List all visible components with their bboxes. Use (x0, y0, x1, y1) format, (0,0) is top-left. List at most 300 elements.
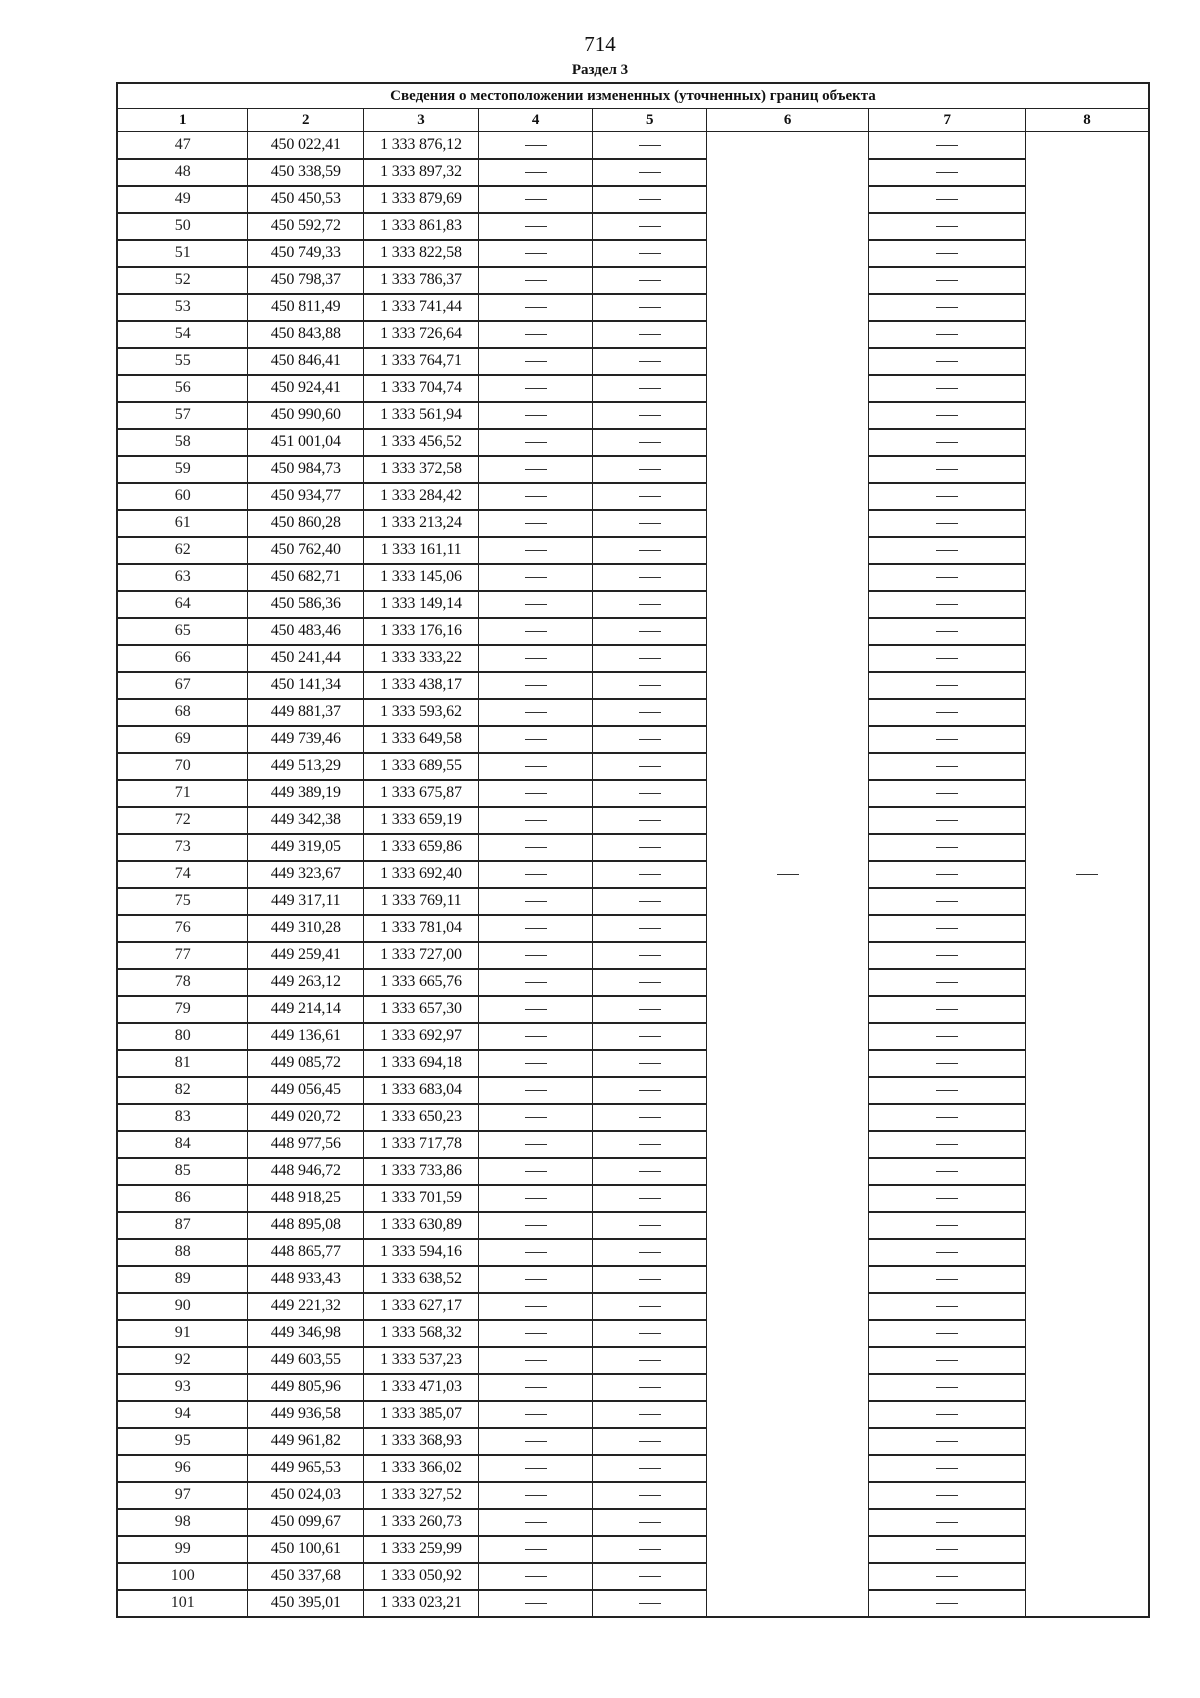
table-row (117, 456, 1149, 483)
col-5-cell (593, 1563, 707, 1590)
dash-mark (936, 550, 958, 551)
col-7-cell (869, 1212, 1026, 1239)
table-row (117, 1023, 1149, 1050)
dash-mark (525, 604, 547, 605)
col-5-cell (593, 213, 707, 240)
coordinate-y: 1 333 659,19 (364, 807, 479, 834)
col-7-cell (869, 240, 1026, 267)
col-4-cell (478, 1590, 593, 1617)
col-7-cell (869, 456, 1026, 483)
point-number: 95 (117, 1428, 248, 1455)
dash-mark (936, 685, 958, 686)
col-4-cell (478, 132, 593, 159)
dash-mark (936, 388, 958, 389)
col-7-cell (869, 969, 1026, 996)
dash-mark (936, 1171, 958, 1172)
point-number: 57 (117, 402, 248, 429)
coordinate-x: 449 136,61 (248, 1023, 364, 1050)
coordinate-y: 1 333 176,16 (364, 618, 479, 645)
col-4-cell (478, 1320, 593, 1347)
col-5-cell (593, 996, 707, 1023)
coordinate-y: 1 333 781,04 (364, 915, 479, 942)
coordinate-x: 450 022,41 (248, 132, 364, 159)
table-row (117, 186, 1149, 213)
dash-mark (936, 1360, 958, 1361)
coordinate-y: 1 333 717,78 (364, 1131, 479, 1158)
col-4-cell (478, 213, 593, 240)
col-4-cell (478, 240, 593, 267)
dash-mark (639, 1441, 661, 1442)
table-row (117, 1590, 1149, 1617)
coordinate-x: 450 483,46 (248, 618, 364, 645)
coordinate-y: 1 333 741,44 (364, 294, 479, 321)
col-4-cell (478, 834, 593, 861)
dash-mark (639, 442, 661, 443)
dash-mark (525, 766, 547, 767)
point-number: 81 (117, 1050, 248, 1077)
dash-mark (525, 226, 547, 227)
dash-mark (639, 874, 661, 875)
coordinate-y: 1 333 050,92 (364, 1563, 479, 1590)
dash-mark (777, 874, 799, 875)
col-7-cell (869, 1131, 1026, 1158)
dash-mark (936, 145, 958, 146)
col-5-cell (593, 1212, 707, 1239)
dash-mark (639, 334, 661, 335)
col-7-cell (869, 321, 1026, 348)
dash-mark (525, 280, 547, 281)
coordinate-x: 450 099,67 (248, 1509, 364, 1536)
point-number: 68 (117, 699, 248, 726)
section-title: Раздел 3 (571, 62, 629, 78)
col-4-cell (478, 915, 593, 942)
coordinate-y: 1 333 675,87 (364, 780, 479, 807)
table-row (117, 1104, 1149, 1131)
coordinate-x: 450 337,68 (248, 1563, 364, 1590)
dash-mark (936, 280, 958, 281)
point-number: 55 (117, 348, 248, 375)
dash-mark (525, 253, 547, 254)
table-row (117, 1347, 1149, 1374)
table-row (117, 915, 1149, 942)
coordinate-y: 1 333 368,93 (364, 1428, 479, 1455)
coordinate-y: 1 333 333,22 (364, 645, 479, 672)
dash-mark (639, 766, 661, 767)
col-7-cell (869, 1536, 1026, 1563)
dash-mark (639, 388, 661, 389)
col-5-cell (593, 699, 707, 726)
coordinate-x: 450 450,53 (248, 186, 364, 213)
coordinate-y: 1 333 385,07 (364, 1401, 479, 1428)
col-5-cell (593, 1590, 707, 1617)
table-row (117, 1320, 1149, 1347)
col-4-cell (478, 483, 593, 510)
point-number: 98 (117, 1509, 248, 1536)
dash-mark (525, 1549, 547, 1550)
table-row (117, 375, 1149, 402)
col-5-cell (593, 186, 707, 213)
col-7-cell (869, 429, 1026, 456)
col-7-cell (869, 348, 1026, 375)
dash-mark (525, 982, 547, 983)
dash-mark (525, 1090, 547, 1091)
dash-mark (936, 1468, 958, 1469)
col-7-cell (869, 1185, 1026, 1212)
page-number: 714 (584, 32, 616, 56)
col-5-cell (593, 942, 707, 969)
dash-mark (639, 415, 661, 416)
dash-mark (525, 1576, 547, 1577)
coordinate-x: 450 990,60 (248, 402, 364, 429)
table-row (117, 267, 1149, 294)
dash-mark (639, 1576, 661, 1577)
coordinate-x: 450 586,36 (248, 591, 364, 618)
col-7-cell (869, 483, 1026, 510)
coordinate-x: 449 342,38 (248, 807, 364, 834)
dash-mark (639, 1225, 661, 1226)
point-number: 80 (117, 1023, 248, 1050)
dash-mark (936, 1036, 958, 1037)
dash-mark (936, 1009, 958, 1010)
coordinate-y: 1 333 665,76 (364, 969, 479, 996)
column-header-2: 2 (248, 109, 364, 132)
col-4-cell (478, 1455, 593, 1482)
col-4-cell (478, 753, 593, 780)
col-5-cell (593, 1131, 707, 1158)
coordinate-y: 1 333 683,04 (364, 1077, 479, 1104)
table-row (117, 969, 1149, 996)
col-5-cell (593, 645, 707, 672)
dash-mark (639, 631, 661, 632)
dash-mark (936, 1576, 958, 1577)
dash-mark (639, 226, 661, 227)
coordinate-x: 448 918,25 (248, 1185, 364, 1212)
coordinate-y: 1 333 213,24 (364, 510, 479, 537)
col-4-cell (478, 1023, 593, 1050)
table-row (117, 321, 1149, 348)
point-number: 66 (117, 645, 248, 672)
dash-mark (525, 1117, 547, 1118)
coordinate-x: 449 965,53 (248, 1455, 364, 1482)
dash-mark (525, 496, 547, 497)
col-4-cell (478, 1509, 593, 1536)
col-5-cell (593, 375, 707, 402)
table-row (117, 1482, 1149, 1509)
col-7-cell (869, 834, 1026, 861)
table-row (117, 1401, 1149, 1428)
col-7-cell (869, 1293, 1026, 1320)
col-5-cell (593, 1104, 707, 1131)
coordinate-x: 448 895,08 (248, 1212, 364, 1239)
dash-mark (639, 982, 661, 983)
dash-mark (1076, 874, 1098, 875)
dash-mark (936, 1441, 958, 1442)
point-number: 70 (117, 753, 248, 780)
dash-mark (936, 712, 958, 713)
point-number: 58 (117, 429, 248, 456)
point-number: 71 (117, 780, 248, 807)
dash-mark (525, 1414, 547, 1415)
table-row (117, 672, 1149, 699)
table-row (117, 1509, 1149, 1536)
dash-mark (525, 1387, 547, 1388)
table-row (117, 1266, 1149, 1293)
dash-mark (936, 1333, 958, 1334)
col-4-cell (478, 564, 593, 591)
col-5-cell (593, 1050, 707, 1077)
col-5-cell (593, 564, 707, 591)
dash-mark (639, 1495, 661, 1496)
point-number: 87 (117, 1212, 248, 1239)
dash-mark (525, 1603, 547, 1604)
col-5-cell (593, 1374, 707, 1401)
col-7-cell (869, 996, 1026, 1023)
dash-mark (525, 199, 547, 200)
col-7-cell (869, 753, 1026, 780)
col-7-cell (869, 672, 1026, 699)
col-5-cell (593, 672, 707, 699)
dash-mark (525, 577, 547, 578)
coordinate-x: 449 020,72 (248, 1104, 364, 1131)
point-number: 73 (117, 834, 248, 861)
table-caption: Сведения о местоположении измененных (уточненных) границ объекта (117, 83, 1149, 109)
dash-mark (639, 280, 661, 281)
table-row (117, 510, 1149, 537)
dash-mark (639, 847, 661, 848)
dash-mark (639, 361, 661, 362)
coordinate-x: 449 259,41 (248, 942, 364, 969)
dash-mark (936, 307, 958, 308)
dash-mark (936, 1549, 958, 1550)
coordinate-y: 1 333 649,58 (364, 726, 479, 753)
dash-mark (936, 1414, 958, 1415)
coordinate-x: 448 946,72 (248, 1158, 364, 1185)
dash-mark (525, 631, 547, 632)
col-4-cell (478, 1347, 593, 1374)
coordinate-y: 1 333 659,86 (364, 834, 479, 861)
dash-mark (936, 442, 958, 443)
dash-mark (639, 1279, 661, 1280)
dash-mark (525, 928, 547, 929)
coordinate-y: 1 333 471,03 (364, 1374, 479, 1401)
coordinate-x: 450 846,41 (248, 348, 364, 375)
coordinate-x: 449 389,19 (248, 780, 364, 807)
dash-mark (639, 1360, 661, 1361)
dash-mark (639, 901, 661, 902)
coordinate-y: 1 333 786,37 (364, 267, 479, 294)
point-number: 48 (117, 159, 248, 186)
col-7-cell (869, 159, 1026, 186)
dash-mark (525, 820, 547, 821)
coordinate-x: 450 682,71 (248, 564, 364, 591)
coordinate-x: 449 310,28 (248, 915, 364, 942)
dash-mark (639, 1306, 661, 1307)
col-5-cell (593, 591, 707, 618)
coordinate-x: 450 860,28 (248, 510, 364, 537)
col-4-cell (478, 942, 593, 969)
point-number: 49 (117, 186, 248, 213)
col-7-cell (869, 1455, 1026, 1482)
table-row (117, 699, 1149, 726)
col-4-cell (478, 1428, 593, 1455)
col-7-cell (869, 1482, 1026, 1509)
dash-mark (639, 928, 661, 929)
dash-mark (525, 685, 547, 686)
coordinate-x: 449 085,72 (248, 1050, 364, 1077)
col-7-cell (869, 1401, 1026, 1428)
dash-mark (525, 793, 547, 794)
col-7-cell (869, 1374, 1026, 1401)
dash-mark (639, 604, 661, 605)
point-number: 77 (117, 942, 248, 969)
col-4-cell (478, 1185, 593, 1212)
dash-mark (639, 1333, 661, 1334)
col-4-cell (478, 672, 593, 699)
dash-mark (525, 172, 547, 173)
dash-mark (639, 1603, 661, 1604)
col-5-cell (593, 321, 707, 348)
col-5-cell (593, 1158, 707, 1185)
column-header-3: 3 (364, 109, 479, 132)
dash-mark (639, 1036, 661, 1037)
col-7-cell (869, 1023, 1026, 1050)
table-row (117, 1131, 1149, 1158)
col-5-cell (593, 861, 707, 888)
dash-mark (936, 1252, 958, 1253)
table-row (117, 1536, 1149, 1563)
col-5-cell (593, 915, 707, 942)
table-row (117, 834, 1149, 861)
coordinate-y: 1 333 689,55 (364, 753, 479, 780)
coordinate-x: 450 811,49 (248, 294, 364, 321)
coordinate-y: 1 333 701,59 (364, 1185, 479, 1212)
dash-mark (525, 307, 547, 308)
col-4-cell (478, 591, 593, 618)
column-header-1: 1 (117, 109, 248, 132)
dash-mark (936, 577, 958, 578)
coordinate-x: 450 762,40 (248, 537, 364, 564)
point-number: 91 (117, 1320, 248, 1347)
col-5-cell (593, 1509, 707, 1536)
coordinate-y: 1 333 456,52 (364, 429, 479, 456)
col-7-cell (869, 1563, 1026, 1590)
point-number: 89 (117, 1266, 248, 1293)
dash-mark (639, 1549, 661, 1550)
dash-mark (525, 415, 547, 416)
table-row (117, 888, 1149, 915)
coordinate-x: 449 881,37 (248, 699, 364, 726)
dash-mark (639, 793, 661, 794)
dash-mark (936, 901, 958, 902)
coordinate-y: 1 333 327,52 (364, 1482, 479, 1509)
col-4-cell (478, 1158, 593, 1185)
coordinate-y: 1 333 260,73 (364, 1509, 479, 1536)
col-4-cell (478, 996, 593, 1023)
table-row (117, 564, 1149, 591)
dash-mark (936, 1306, 958, 1307)
col-4-cell (478, 1401, 593, 1428)
col-7-cell (869, 1347, 1026, 1374)
table-row (117, 483, 1149, 510)
col-7-cell (869, 564, 1026, 591)
col-5-cell (593, 537, 707, 564)
table-row (117, 213, 1149, 240)
point-number: 63 (117, 564, 248, 591)
point-number: 84 (117, 1131, 248, 1158)
table-row (117, 591, 1149, 618)
dash-mark (936, 253, 958, 254)
table-row (117, 645, 1149, 672)
column-number-row (117, 109, 1149, 132)
coordinate-x: 450 843,88 (248, 321, 364, 348)
dash-mark (936, 496, 958, 497)
dash-mark (639, 1468, 661, 1469)
col-5-cell (593, 159, 707, 186)
point-number: 56 (117, 375, 248, 402)
col-5-cell (593, 834, 707, 861)
col-4-cell (478, 1293, 593, 1320)
col-4-cell (478, 402, 593, 429)
dash-mark (639, 1090, 661, 1091)
coordinate-x: 450 141,34 (248, 672, 364, 699)
col-5-cell (593, 1455, 707, 1482)
col-4-cell (478, 1266, 593, 1293)
col-7-cell (869, 186, 1026, 213)
coordinate-y: 1 333 764,71 (364, 348, 479, 375)
coordinate-y: 1 333 726,64 (364, 321, 479, 348)
col-7-cell (869, 645, 1026, 672)
coordinate-y: 1 333 704,74 (364, 375, 479, 402)
col-5-cell (593, 348, 707, 375)
col-7-cell (869, 294, 1026, 321)
table-row (117, 159, 1149, 186)
col-4-cell (478, 1050, 593, 1077)
dash-mark (525, 469, 547, 470)
coordinate-y: 1 333 879,69 (364, 186, 479, 213)
col-5-cell (593, 1428, 707, 1455)
col-7-cell (869, 1050, 1026, 1077)
col-7-cell (869, 726, 1026, 753)
col-4-cell (478, 645, 593, 672)
col-4-cell (478, 861, 593, 888)
coordinate-y: 1 333 657,30 (364, 996, 479, 1023)
dash-mark (525, 658, 547, 659)
boundary-table (116, 82, 1150, 1618)
column-header-7: 7 (869, 109, 1026, 132)
dash-mark (936, 928, 958, 929)
coordinate-y: 1 333 568,32 (364, 1320, 479, 1347)
col-5-cell (593, 1536, 707, 1563)
col-4-cell (478, 969, 593, 996)
dash-mark (639, 577, 661, 578)
table-row (117, 1239, 1149, 1266)
dash-mark (936, 766, 958, 767)
dash-mark (639, 307, 661, 308)
col-7-cell (869, 402, 1026, 429)
coordinate-x: 450 241,44 (248, 645, 364, 672)
dash-mark (525, 1171, 547, 1172)
col-4-cell (478, 618, 593, 645)
dash-mark (639, 253, 661, 254)
table-row (117, 1455, 1149, 1482)
column-header-5: 5 (593, 109, 707, 132)
point-number: 75 (117, 888, 248, 915)
dash-mark (525, 1198, 547, 1199)
table-body (117, 132, 1149, 1617)
dash-mark (525, 1441, 547, 1442)
dash-mark (525, 901, 547, 902)
point-number: 90 (117, 1293, 248, 1320)
